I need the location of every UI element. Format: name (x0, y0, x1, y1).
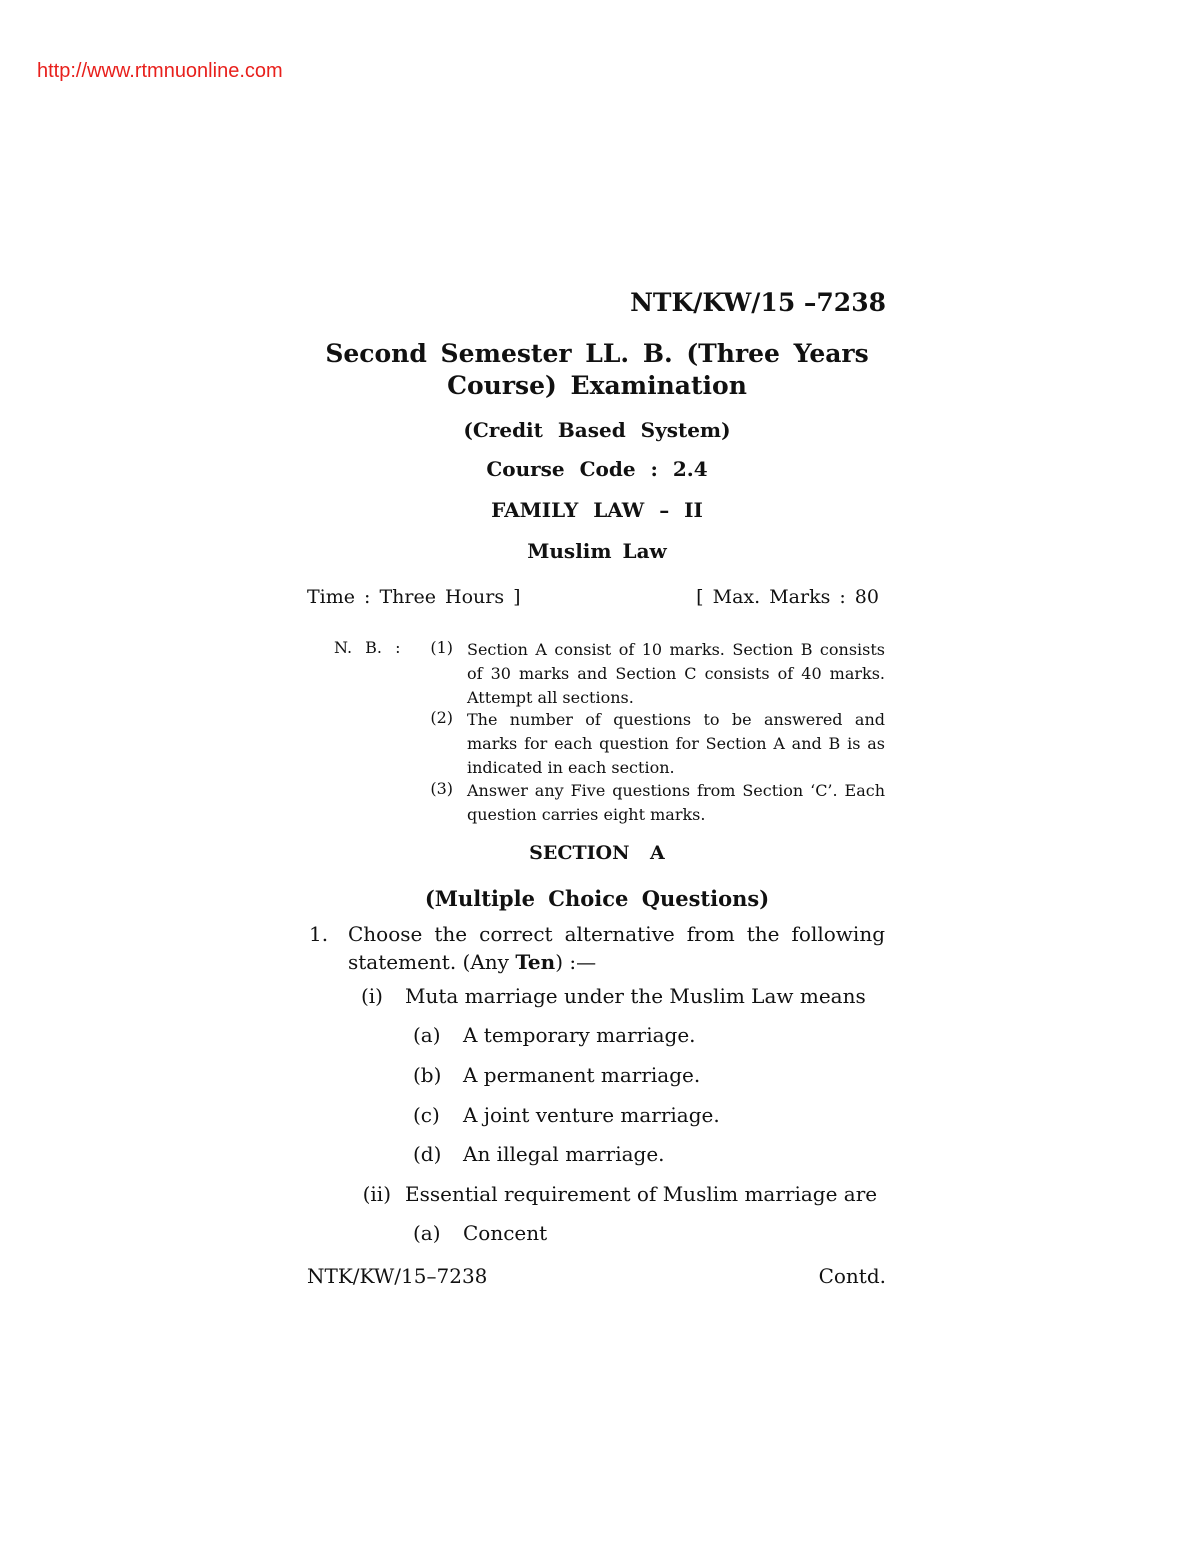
source-url-link[interactable]: http://www.rtmnuonline.com (37, 60, 283, 82)
course-code: Course Code : 2.4 (486, 457, 708, 481)
option-text: A joint venture marriage. (463, 1103, 720, 1127)
note-number: (2) (430, 708, 453, 727)
paper-code: NTK/KW/15 –7238 (630, 288, 886, 317)
exam-title-line-2: Course) Examination (447, 371, 747, 400)
option-text: An illegal marriage. (463, 1142, 665, 1166)
topic-title: Muslim Law (527, 539, 667, 563)
option-label: (c) (413, 1103, 440, 1127)
question-emphasis: Ten (515, 950, 556, 974)
max-marks-label: [ Max. Marks : 80 (696, 586, 879, 608)
time-marks-row (307, 586, 879, 608)
option-text: Concent (463, 1221, 548, 1245)
note-number: (1) (430, 638, 453, 657)
footer-contd: Contd. (818, 1264, 886, 1288)
nb-label: N. B. : (334, 638, 401, 657)
section-heading: SECTION A (529, 842, 665, 864)
credit-system: (Credit Based System) (463, 418, 731, 442)
option-label: (b) (413, 1063, 442, 1087)
note-text: The number of questions to be answered and marks for each question for Section A and B is as indicated in each section. (467, 710, 885, 777)
note-number: (3) (430, 779, 453, 798)
option-label: (a) (413, 1023, 441, 1047)
option-text: A permanent marriage. (463, 1063, 701, 1087)
option-text: A temporary marriage. (463, 1023, 696, 1047)
time-label: Time : Three Hours ] (307, 586, 521, 608)
section-subheading: (Multiple Choice Questions) (424, 886, 770, 911)
subject-title: FAMILY LAW – II (491, 498, 703, 522)
subquestion-label: (ii) (362, 1182, 391, 1206)
note-text: Answer any Five questions from Section ‘C’. Each question carries eight marks. (467, 781, 885, 824)
exam-title-line-1: Second Semester LL. B. (Three Years (325, 339, 869, 368)
footer-paper-code: NTK/KW/15–7238 (307, 1264, 488, 1288)
note-text: Section A consist of 10 marks. Section B consists of 30 marks and Section C consists of 40 marks. Attempt all sections. (467, 640, 885, 707)
option-label: (a) (413, 1221, 441, 1245)
question-number: 1. (309, 922, 329, 946)
subquestion-text: Essential requirement of Muslim marriage are (405, 1182, 878, 1206)
subquestion-text: Muta marriage under the Muslim Law means (405, 984, 866, 1008)
question-text: Choose the correct alternative from the following statement. (Any Ten) :— (348, 922, 885, 974)
option-label: (d) (413, 1142, 442, 1166)
subquestion-label: (i) (360, 984, 383, 1008)
